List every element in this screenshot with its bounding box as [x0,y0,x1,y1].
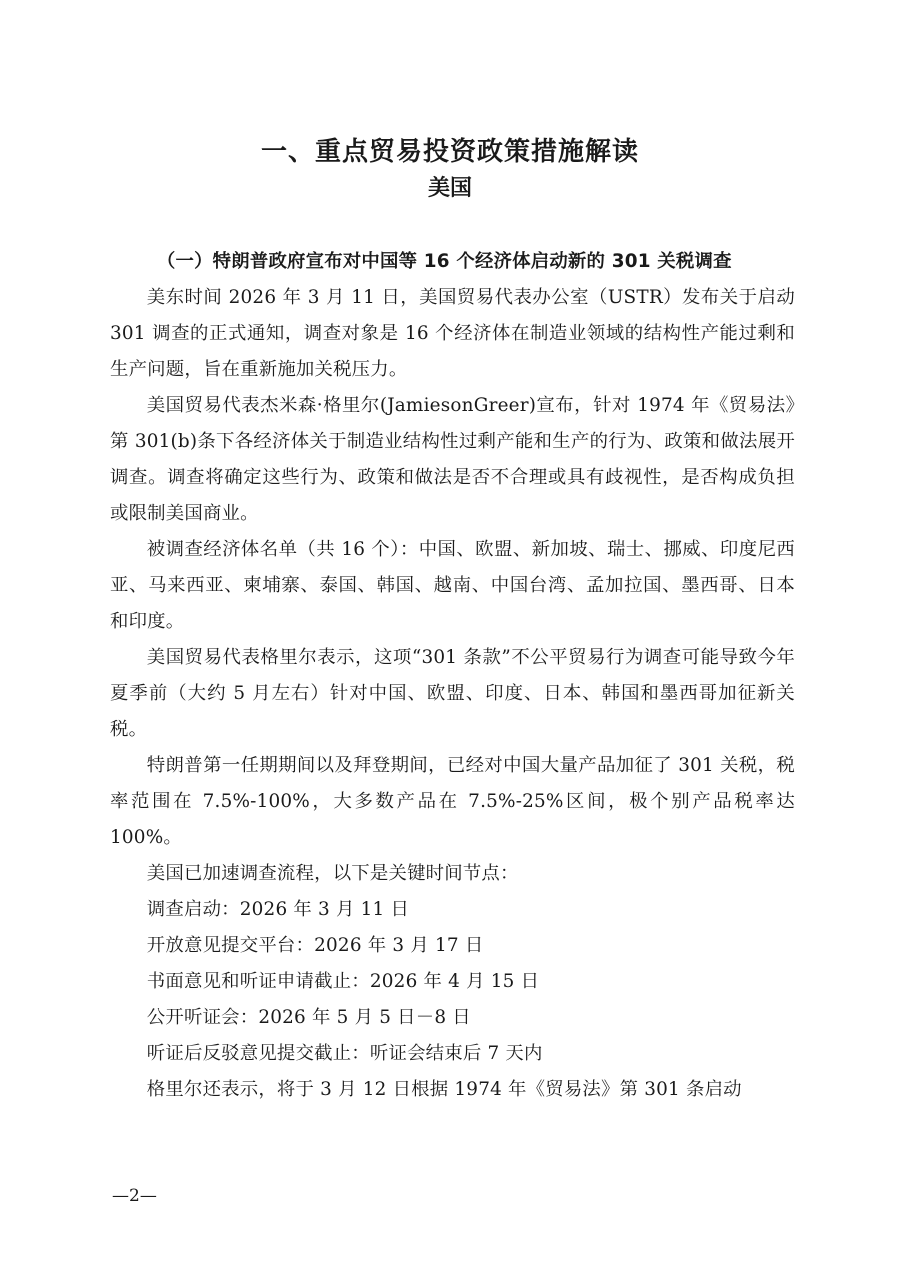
page-number: —2— [112,1186,157,1206]
document-body [110,244,795,1108]
timeline-item: 调查启动：2026 年 3 月 11 日 [146,899,410,920]
section-subtitle: 美国 [427,176,472,201]
paragraph: 美国贸易代表杰米森·格里尔(JamiesonGreer)宣布，针对 1974 年《贸易法》第 301(b)条下各经济体关于制造业结构性过剩产能和生产的行为、政策和做法展开调查。调查将确定这些行为、政策和做法是否不合理或具有歧视性，是否构成负担或限制美国商业。 [110,395,795,524]
timeline-item: 听证后反驳意见提交截止：听证会结束后 7 天内 [146,1043,543,1064]
paragraph: 美国已加速调查流程，以下是关键时间节点： [146,863,519,884]
paragraph: 美东时间 2026 年 3 月 11 日，美国贸易代表办公室（USTR）发布关于启动 301 调查的正式通知，调查对象是 16 个经济体在制造业领域的结构性产能过剩和生产问题，旨在重新施加关税压力。 [110,287,795,380]
section-heading: （一）特朗普政府宣布对中国等 16 个经济体启动新的 301 关税调查 [156,251,732,272]
paragraph: 特朗普第一任期期间以及拜登期间，已经对中国大量产品加征了 301 关税，税率范围在 7.5%-100%，大多数产品在 7.5%-25%区间，极个别产品税率达 100%。 [110,755,795,848]
timeline-item: 开放意见提交平台：2026 年 3 月 17 日 [146,935,484,956]
paragraph: 美国贸易代表格里尔表示，这项“301 条款”不公平贸易行为调查可能导致今年夏季前（大约 5 月左右）针对中国、欧盟、印度、日本、韩国和墨西哥加征新关税。 [110,647,795,740]
timeline-item: 公开听证会：2026 年 5 月 5 日－8 日 [146,1007,471,1028]
timeline-item: 书面意见和听证申请截止：2026 年 4 月 15 日 [146,971,540,992]
paragraph: 格里尔还表示，将于 3 月 12 日根据 1974 年《贸易法》第 301 条启动 [146,1079,742,1100]
page-title: 一、重点贸易投资政策措施解读 [260,137,639,167]
paragraph: 被调查经济体名单（共 16 个）：中国、欧盟、新加坡、瑞士、挪威、印度尼西亚、马来西亚、柬埔寨、泰国、韩国、越南、中国台湾、孟加拉国、墨西哥、日本和印度。 [110,539,795,632]
